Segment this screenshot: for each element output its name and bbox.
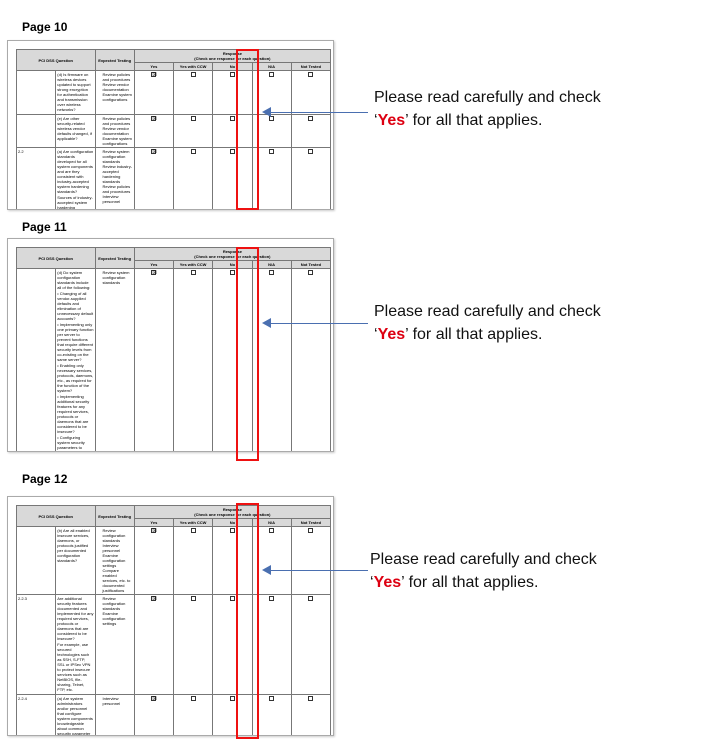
page-panel — [7, 238, 334, 452]
col-header-yes-ccw: Yes with CCW — [174, 519, 213, 527]
question-text: • Implementing additional security features for any required services, protocols or daemons that are considered to be insecure? — [57, 394, 90, 434]
yes-column-highlight — [236, 503, 259, 739]
testing-cell — [95, 115, 134, 148]
note-yes: Yes — [377, 112, 406, 129]
testing-item: • Examine system configurations — [103, 136, 133, 146]
pci-table — [16, 505, 331, 736]
yes-cell[interactable] — [134, 595, 173, 695]
question-cell — [56, 269, 95, 453]
not-tested-cell[interactable] — [291, 695, 330, 737]
testing-item: • Compare enabled services, etc. to documented justifications — [103, 568, 133, 593]
testing-cell — [95, 148, 134, 211]
not-tested-checkbox[interactable] — [308, 72, 313, 77]
note-quote-close: ’ — [405, 326, 409, 343]
testing-item: • Review system configuration standards — [103, 270, 133, 285]
col-header-response-sub: (Check one response for each question) — [194, 56, 271, 61]
col-header-yes-ccw: Yes with CCW — [174, 261, 213, 269]
arrow-line — [268, 323, 368, 324]
col-header-not-tested: Not Tested — [291, 63, 330, 71]
question-text: For example, use secured technologies such as SSH, S-FTP, SSL or IPSec VPN to protect insecure services such as NetBIOS, file-sharing, Telnet, FTP, etc. — [57, 642, 91, 692]
yes-ccw-checkbox[interactable] — [191, 72, 196, 77]
yes-column-highlight — [236, 247, 259, 461]
yes-cell[interactable] — [134, 115, 173, 148]
yes-ccw-checkbox[interactable] — [191, 270, 196, 275]
col-header-response-sub: (Check one response for each question) — [194, 512, 271, 517]
testing-item: • Review policies and procedures — [103, 116, 133, 126]
col-header-not-tested: Not Tested — [291, 261, 330, 269]
question-cell — [56, 71, 95, 115]
page-label: Page 11 — [22, 220, 67, 234]
question-cell — [56, 115, 95, 148]
col-header-response-title: Response — [222, 249, 242, 254]
arrow-line — [268, 112, 368, 113]
question-text: (a) Are system administrators and/or personnel that configure system components knowledgeable about common security parameter — [57, 696, 93, 736]
arrow-head — [262, 107, 271, 117]
yes-checkbox-checked[interactable]: ☒ — [152, 528, 157, 534]
note-quote-open: ‘ — [370, 574, 374, 591]
question-text: (a) Are configuration standards developed for all system components and are they consistent with industry-accepted system hardening standards? — [57, 149, 94, 194]
col-header-question: PCI DSS Question — [17, 50, 96, 71]
col-header-testing: Expected Testing — [95, 50, 134, 71]
not-tested-cell[interactable] — [291, 71, 330, 115]
col-header-yes: Yes — [134, 519, 173, 527]
not-tested-checkbox[interactable] — [308, 270, 313, 275]
col-header-na: N/A — [252, 261, 291, 269]
not-tested-checkbox[interactable] — [308, 596, 313, 601]
not-tested-cell[interactable] — [291, 148, 330, 211]
testing-item: • Review system configuration standards — [103, 149, 133, 164]
not-tested-checkbox[interactable] — [308, 528, 313, 533]
note-text-after: for all that applies. — [408, 112, 543, 129]
requirement-number — [17, 71, 56, 115]
instruction-note — [374, 86, 601, 132]
note-text-after: for all that applies. — [408, 326, 543, 343]
yes-cell[interactable] — [134, 269, 173, 453]
testing-item: • Review policies and procedures — [103, 72, 133, 82]
testing-item: • Review vendor documentation — [103, 82, 133, 92]
testing-item: • Interview personnel — [103, 194, 133, 204]
note-text: Please read carefully and check — [374, 303, 601, 320]
instruction-note — [374, 300, 601, 346]
yes-cell[interactable] — [134, 527, 173, 595]
yes-checkbox-checked[interactable]: ☒ — [152, 149, 157, 155]
question-text: • Changing of all vendor-supplied defaults and elimination of unnecessary default accounts? — [57, 291, 94, 321]
testing-cell — [95, 269, 134, 453]
page-label: Page 10 — [22, 20, 68, 34]
note-yes: Yes — [373, 574, 402, 591]
col-header-response-title: Response — [222, 507, 242, 512]
col-header-no: No — [213, 261, 252, 269]
not-tested-checkbox[interactable] — [308, 149, 313, 154]
question-cell — [56, 527, 95, 595]
table-row — [17, 71, 331, 115]
yes-ccw-checkbox[interactable] — [191, 116, 196, 121]
requirement-number — [17, 115, 56, 148]
note-quote-close: ’ — [405, 112, 409, 129]
na-checkbox[interactable] — [269, 596, 274, 601]
col-header-response — [134, 506, 330, 519]
yes-ccw-cell[interactable] — [174, 595, 213, 695]
col-header-na: N/A — [252, 519, 291, 527]
yes-ccw-checkbox[interactable] — [191, 596, 196, 601]
no-checkbox[interactable] — [230, 72, 235, 77]
yes-ccw-cell[interactable] — [174, 269, 213, 453]
testing-item: • Review industry-accepted hardening standards — [103, 164, 133, 184]
page-panel — [7, 40, 334, 210]
table-row — [17, 527, 331, 595]
testing-cell — [95, 527, 134, 595]
no-checkbox[interactable] — [230, 270, 235, 275]
testing-item: • Examine configuration settings — [103, 611, 133, 626]
pci-table — [16, 49, 331, 210]
table-row — [17, 115, 331, 148]
not-tested-checkbox[interactable] — [308, 696, 313, 701]
question-cell — [56, 595, 95, 695]
table-row — [17, 269, 331, 453]
no-checkbox[interactable] — [230, 696, 235, 701]
na-checkbox[interactable] — [269, 149, 274, 154]
testing-item: • Review configuration standards — [103, 528, 133, 543]
yes-ccw-checkbox[interactable] — [191, 528, 196, 533]
testing-cell — [95, 695, 134, 737]
col-header-not-tested: Not Tested — [291, 519, 330, 527]
question-text: (b) Are all enabled insecure services, daemons, or protocols justified per documented configuration standards? — [57, 528, 90, 563]
yes-checkbox-checked[interactable]: ☒ — [152, 696, 157, 702]
note-text: Please read carefully and check — [370, 551, 597, 568]
col-header-question: PCI DSS Question — [17, 248, 96, 269]
col-header-testing: Expected Testing — [95, 248, 134, 269]
testing-item: • Review policies and procedures — [103, 184, 133, 194]
testing-item: • Review configuration standards — [103, 596, 133, 611]
no-checkbox[interactable] — [230, 149, 235, 154]
yes-checkbox-checked[interactable]: ☒ — [152, 596, 157, 602]
testing-item: • Interview personnel — [103, 543, 133, 553]
testing-item: • Review vendor documentation — [103, 126, 133, 136]
col-header-response — [134, 248, 330, 261]
arrow-head — [262, 318, 271, 328]
instruction-note — [370, 548, 597, 594]
note-yes: Yes — [377, 326, 406, 343]
col-header-na: N/A — [252, 63, 291, 71]
question-text: (e) Are other security-related wireless vendor defaults changed, if applicable? — [57, 116, 92, 141]
na-checkbox[interactable] — [269, 696, 274, 701]
note-quote-open: ‘ — [374, 326, 378, 343]
arrow-head — [262, 565, 271, 575]
requirement-number — [17, 527, 56, 595]
arrow-line — [268, 570, 368, 571]
requirement-number — [17, 269, 56, 453]
na-checkbox[interactable] — [269, 270, 274, 275]
yes-ccw-checkbox[interactable] — [191, 149, 196, 154]
testing-item: • Interview personnel — [103, 696, 133, 706]
yes-ccw-cell[interactable] — [174, 115, 213, 148]
question-text: • Configuring system security parameters to — [57, 435, 85, 450]
no-checkbox[interactable] — [230, 596, 235, 601]
testing-cell — [95, 595, 134, 695]
requirement-number: 2.2 — [17, 148, 56, 211]
yes-cell[interactable] — [134, 71, 173, 115]
col-header-response — [134, 50, 330, 63]
note-text: Please read carefully and check — [374, 89, 601, 106]
col-header-yes: Yes — [134, 261, 173, 269]
no-checkbox[interactable] — [230, 528, 235, 533]
requirement-number: 2.2.3 — [17, 595, 56, 695]
question-text: (d) Is firmware on wireless devices updated to support strong encryption for authentication and transmission over wireless networks? — [57, 72, 91, 112]
na-checkbox[interactable] — [269, 528, 274, 533]
yes-checkbox-checked[interactable]: ☒ — [152, 116, 157, 122]
col-header-yes: Yes — [134, 63, 173, 71]
col-header-no: No — [213, 519, 252, 527]
question-text: Are additional security features documented and implemented for any required services, protocols or daemons that are considered to be insecure? — [57, 596, 94, 641]
na-checkbox[interactable] — [269, 72, 274, 77]
col-header-testing: Expected Testing — [95, 506, 134, 527]
testing-cell — [95, 71, 134, 115]
testing-item: • Examine configuration settings — [103, 553, 133, 568]
yes-ccw-cell[interactable] — [174, 695, 213, 737]
yes-cell[interactable] — [134, 148, 173, 211]
yes-ccw-cell[interactable] — [174, 71, 213, 115]
col-header-yes-ccw: Yes with CCW — [174, 63, 213, 71]
not-tested-checkbox[interactable] — [308, 116, 313, 121]
question-text: Sources of industry-accepted system hardening — [57, 195, 93, 210]
table-row — [17, 695, 331, 737]
yes-column-highlight — [236, 49, 259, 210]
not-tested-cell[interactable] — [291, 269, 330, 453]
question-text: • Enabling only necessary services, protocols, daemons, etc., as required for the function of the system? — [57, 363, 94, 393]
yes-checkbox-checked[interactable]: ☒ — [152, 72, 157, 78]
question-text: (d) Do system configuration standards include all of the following: — [57, 270, 91, 290]
question-cell — [56, 695, 95, 737]
col-header-no: No — [213, 63, 252, 71]
note-quote-open: ‘ — [374, 112, 378, 129]
yes-ccw-cell[interactable] — [174, 148, 213, 211]
question-text: • Implementing only one primary function per server to prevent functions that require different security levels from co-existing on the same server? — [57, 322, 94, 362]
note-quote-close: ’ — [401, 574, 405, 591]
page-panel — [7, 496, 334, 736]
yes-ccw-checkbox[interactable] — [191, 696, 196, 701]
note-text-after: for all that applies. — [404, 574, 539, 591]
table-row — [17, 595, 331, 695]
yes-cell[interactable] — [134, 695, 173, 737]
requirement-number: 2.2.4 — [17, 695, 56, 737]
not-tested-cell[interactable] — [291, 115, 330, 148]
not-tested-cell[interactable] — [291, 527, 330, 595]
col-header-response-sub: (Check one response for each question) — [194, 254, 271, 259]
not-tested-cell[interactable] — [291, 595, 330, 695]
col-header-response-title: Response — [222, 51, 242, 56]
yes-checkbox-checked[interactable]: ☒ — [152, 270, 157, 276]
question-cell — [56, 148, 95, 211]
no-checkbox[interactable] — [230, 116, 235, 121]
yes-ccw-cell[interactable] — [174, 527, 213, 595]
page-label: Page 12 — [22, 472, 68, 486]
pci-table — [16, 247, 331, 452]
testing-item: • Examine system configurations — [103, 92, 133, 102]
col-header-question: PCI DSS Question — [17, 506, 96, 527]
table-row — [17, 148, 331, 211]
